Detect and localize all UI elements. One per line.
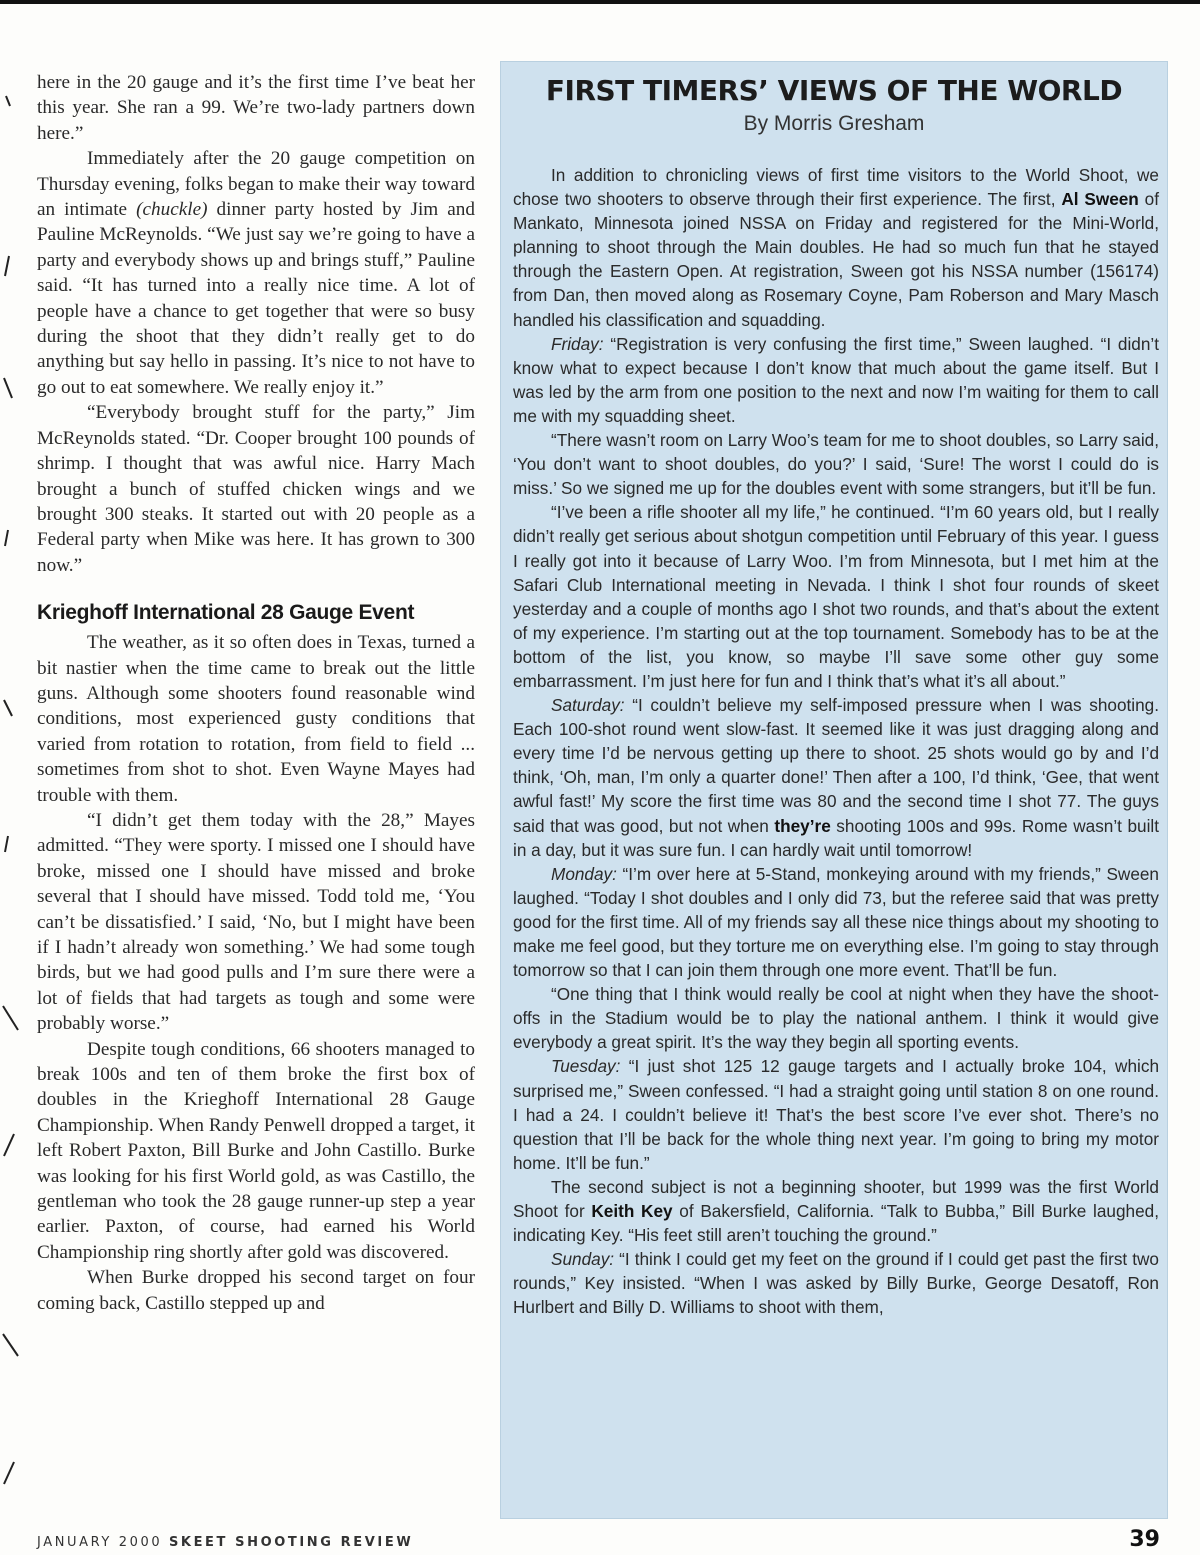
text-run: In addition to chronicling views of first time visitors to the World Shoot, we chose two shooters to observe through their first experience. The first, <box>513 165 1159 210</box>
text-run: dinner party hosted by Jim and Pauline McReynolds. “We just say we’re going to have a party and everybody shows up and brings stuff,” Pauline said. “It has turned into a really nice time. A lot of people have a chance to get together that were so busy during the shoot that they didn’t really get to do anything but say hello in passing. It’s nice to not have to go out to eat somewhere. We really enjoy it.” <box>37 199 475 398</box>
issue-date: JANUARY 2000 <box>37 1535 169 1550</box>
margin-mark <box>5 530 8 546</box>
day-label: Tuesday: <box>551 1056 621 1077</box>
page-number: 39 <box>1129 1527 1160 1552</box>
paragraph: When Burke dropped his second target on four coming back, Castillo stepped up and <box>37 1267 475 1314</box>
paragraph <box>513 1054 1159 1174</box>
paragraph <box>513 693 1159 862</box>
text-run: of Mankato, Minnesota joined NSSA on Friday and registered for the Mini-World, planning to shoot through the Main doubles. He had so much fun that he stayed through the Eastern Open. At registration, Sween got his NSSA number (156174) from Dan, then moved along as Rosemary Coyne, Pam Roberson and Mary Masch handled his classification and squadding. <box>513 189 1159 330</box>
margin-mark <box>4 1134 14 1156</box>
text-run: shooting 100s and 99s. Rome wasn’t built in a day, but it was sure fun. I can hardly wait until tomorrow! <box>513 815 1160 860</box>
margin-mark <box>4 378 12 398</box>
paragraph: “I’ve been a rifle shooter all my life,” he continued. “I’m 60 years old, but I really didn’t really get serious about shotgun competition until February of this year. I guess I really got into it because of Larry Woo. I’m from Minnesota, but I met him at the Safari Club International meeting in Nevada. I think I shot four rounds of skeet yesterday and a couple of months ago I shot two rounds, and that’s about the extent of my experience. I’m starting out at the top tournament. Somebody has to be at the bottom of the list, you know, so maybe I’ll save some other guy some embarrassment. I’m just here for fun and I think that’s what it’s all about.” <box>513 502 1159 691</box>
text-run: “I’m over here at 5-Stand, monkeying around with my friends,” Sween laughed. “Today I shot doubles and I only did 73, but the referee said that was pretty good for the first time. All of my friends say all these nice things about my shooting to make me feel good, but they torture me on everything else. I’m going to stay through tomorrow so that I can join them through one more event. That’ll be fun. <box>513 863 1159 981</box>
emphasis: (chuckle) <box>136 199 208 221</box>
bold-name: Keith Key <box>591 1201 673 1222</box>
text-run: “I think I could get my feet on the ground if I could get past the first two rounds,” Key insisted. “When I was asked by Billy Burke, George Desatoff, Ron Hurlbert and Billy D. Williams to shoot with them, <box>513 1249 1159 1318</box>
paragraph <box>513 1175 1159 1247</box>
paragraph: here in the 20 gauge and it’s the first time I’ve beat her this year. She ran a 99. We’re two-lady partners down here.” <box>37 72 475 144</box>
margin-mark <box>3 1334 18 1356</box>
main-article-column <box>37 70 475 1316</box>
margin-mark <box>4 1462 14 1484</box>
paragraph: Despite tough conditions, 66 shooters managed to break 100s and ten of them broke the first box of doubles in the Krieghoff International 28 Gauge Championship. When Randy Penwell dropped a target, it left Robert Paxton, Bill Burke and John Castillo. Burke was looking for his first World gold, as was Castillo, the gentleman who took the 28 gauge runner-up step a year earlier. Paxton, of course, had earned his World Championship ring shortly after gold was discovered. <box>37 1038 475 1263</box>
paragraph <box>513 1247 1159 1319</box>
paragraph: The weather, as it so often does in Texas, turned a bit nastier when the time came to break out the little guns. Although some shooters found reasonable wind conditions, most experienced gusty conditions that varied from rotation to rotation, from field to field ... sometimes from shot to shot. Even Wayne Mayes had trouble with them. <box>37 632 475 806</box>
sidebar-byline: By Morris Gresham <box>743 112 925 135</box>
day-label: Friday: <box>551 333 604 354</box>
paragraph: “Everybody brought stuff for the party,” Jim McReynolds stated. “Dr. Cooper brought 100 pounds of shrimp. I thought that was awful nice. Harry Mach brought a bunch of stuffed chicken wings and we brought 300 steaks. It started out with 20 people as a Federal party when Mike was here. It has grown to 300 now.” <box>37 402 475 576</box>
text-run: “I couldn’t believe my self-imposed pressure when I was shooting. Each 100-shot round went slow-fast. It seemed like it was just dragging along and every time I’d be nervous getting up there to shoot. 25 shots would go by and I’d think, ‘Oh, man, I’m only a quarter done!’ Then after a 100, I’d think, ‘Gee, that went awful fast!’ My score the first time was 80 and the second time I shot 77. The guys said that was good, but not when <box>513 695 1159 836</box>
sidebar-box <box>500 61 1168 1519</box>
margin-mark <box>6 96 10 106</box>
day-label: Saturday: <box>551 695 625 716</box>
day-label: Sunday: <box>551 1249 615 1270</box>
sidebar-title: FIRST TIMERS’ VIEWS OF THE WORLD <box>545 74 1123 107</box>
margin-marks <box>0 0 30 1555</box>
text-run: The second subject is not a beginning shooter, but 1999 was the first World Shoot for <box>513 1176 1159 1222</box>
sidebar-body <box>513 163 1159 1320</box>
text-run: of Bakersfield, California. “Talk to Bubba,” Bill Burke laughed, indicating Key. “His feet still aren’t touching the ground.” <box>513 1201 1159 1246</box>
publication-name: SKEET SHOOTING REVIEW <box>168 1535 414 1550</box>
paragraph: “One thing that I think would really be cool at night when they have the shoot-offs in the Stadium would be to play the national anthem. I think it would give everybody a great spirit. It’s the way they begin all sporting events. <box>513 984 1159 1053</box>
paragraph <box>37 146 475 400</box>
day-label: Monday: <box>551 863 617 884</box>
text-run: “Registration is very confusing the first time,” Sween laughed. “I didn’t know what to expect because I don’t know that much about the game itself. But I was led by the arm from one position to the next and now I’m waiting for them to call me with my squadding sheet. <box>513 333 1159 426</box>
section-heading: Krieghoff International 28 Gauge Event <box>37 601 415 625</box>
paragraph: “I didn’t get them today with the 28,” Mayes admitted. “They were sporty. I missed one I should have broke, missed one I should have missed and broke several that I should have missed. Todd told me, ‘You can’t be dissatisfied.’ I said, ‘No, but I might have been if I hadn’t already won something.’ We had some tough birds, but we had good pulls and I’m sure there were a lot of fields that had targets as tough and some were probably worse.” <box>37 809 475 1035</box>
margin-mark <box>5 836 8 852</box>
paragraph <box>513 862 1159 982</box>
paragraph <box>513 332 1159 428</box>
text-run: “I just shot 125 12 gauge targets and I actually broke 104, which surprised me,” Sween confessed. “I had a straight going until station 8 on one round. I had a 24. I couldn’t believe it! That’s the best score I’ve ever shot. There’s no question that I’ll be back for the whole thing next year. I’m going to bring my motor home. It’ll be fun.” <box>513 1056 1159 1173</box>
bold-text: they’re <box>774 815 831 836</box>
top-rule <box>0 0 1200 4</box>
bold-name: Al Sween <box>1061 189 1139 210</box>
margin-mark <box>4 700 12 716</box>
margin-mark <box>5 256 9 276</box>
margin-mark <box>3 1006 18 1030</box>
paragraph: “There wasn’t room on Larry Woo’s team for me to shoot doubles, so Larry said, ‘You don’t want to shoot doubles, do you?’ I said, ‘Sure! The worst I could do is miss.’ So we signed me up for the doubles event with some strangers, but it’ll be fun. <box>513 430 1159 499</box>
page-footer <box>37 1535 413 1550</box>
text-run: Immediately after the 20 gauge competition on Thursday evening, folks began to make their way toward an intimate <box>37 148 475 221</box>
paragraph <box>513 163 1159 332</box>
